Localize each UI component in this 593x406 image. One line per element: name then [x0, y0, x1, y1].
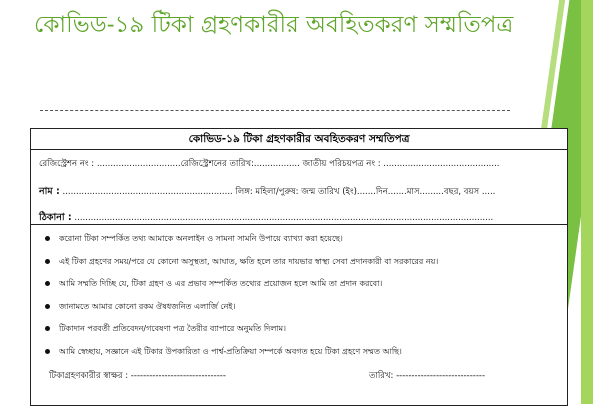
name-row-fields: ............................................................... লিঙ্গ: মহিলা/পুরুষ: জন্ম তারিখ (ইং).......দিন.......মাস.........বছর, বয়স ..... — [59, 187, 496, 197]
stripe-edge — [581, 0, 593, 404]
name-label: নাম : — [39, 186, 60, 197]
list-item — [45, 256, 438, 279]
registration-row: রেজিস্ট্রেশন নং : ...............................রেজিস্ট্রেশনের তারিখ:................. জাতীয় পরিচয়পত্র নং : ........................................... — [39, 159, 500, 169]
address-label: ঠিকানা : — [39, 212, 72, 223]
bullet-icon — [45, 236, 50, 241]
consent-form — [30, 128, 568, 406]
signature-field: টিকাগ্রহণকারীর স্বাক্ষর : ------------------------------- — [49, 371, 226, 381]
bullet-icon — [45, 259, 50, 264]
bullet-icon — [45, 281, 50, 286]
bullet-icon — [45, 349, 50, 354]
consent-list — [45, 233, 438, 368]
list-item-text: টিকাদান পরবর্তী প্রতিবেদন/গবেষণা পত্র তৈরীর ব্যাপারে অনুমতি দিলাম। — [59, 324, 286, 333]
name-row — [39, 185, 495, 200]
list-item-text: এই টিকা গ্রহণের সময়/পরে যে কোনো অসুস্থতা, আঘাত, ক্ষতি হলে তার দায়ভার স্বাস্থ্য সেবা প্রদানকারী বা সরকারের নয়। — [59, 256, 439, 266]
list-item-text: আমি স্বেচ্ছায়, সজ্ঞানে এই টিকার উপকারিতা ও পার্শ্ব-প্রতিক্রিয়া সম্পর্কে অবগত হয়ে টিকা গ্রহণে সম্মত আছি। — [59, 346, 402, 356]
form-title: কোভিড-১৯ টিকা গ্রহণকারীর অবহিতকরণ সম্মতিপত্র — [31, 129, 567, 150]
bullet-icon — [45, 326, 50, 331]
address-field: ........................................................................................................................................................... — [71, 213, 494, 223]
list-item — [45, 301, 438, 324]
bullet-icon — [45, 304, 50, 309]
slide-title: কোভিড-১৯ টিকা গ্রহণকারীর অবহিতকরণ সম্মতিপত্র — [34, 12, 514, 38]
list-item-text: করোনা টিকা সম্পর্কিত তথ্য আমাকে অনলাইন ও সামনা সামনি উপায়ে ব্যাখ্যা করা হয়েছে। — [59, 234, 343, 243]
form-divider — [31, 224, 567, 225]
list-item-text: জানামতে আমার কোনো রকম ঔষধজনিত এলার্জি নেই। — [59, 301, 236, 311]
list-item — [45, 278, 438, 301]
list-item-text: আমি সম্মতি দিচ্ছি যে, টিকা গ্রহণ ও এর প্রভাব সম্পর্কিত তথ্যের প্রয়োজন হলে আমি তা প্রদান করবো। — [59, 279, 383, 288]
list-item — [45, 233, 438, 256]
list-item — [45, 323, 438, 346]
list-item — [45, 346, 438, 369]
slide-divider — [40, 110, 510, 111]
date-field: তারিখ: ----------------------------- — [369, 371, 486, 381]
